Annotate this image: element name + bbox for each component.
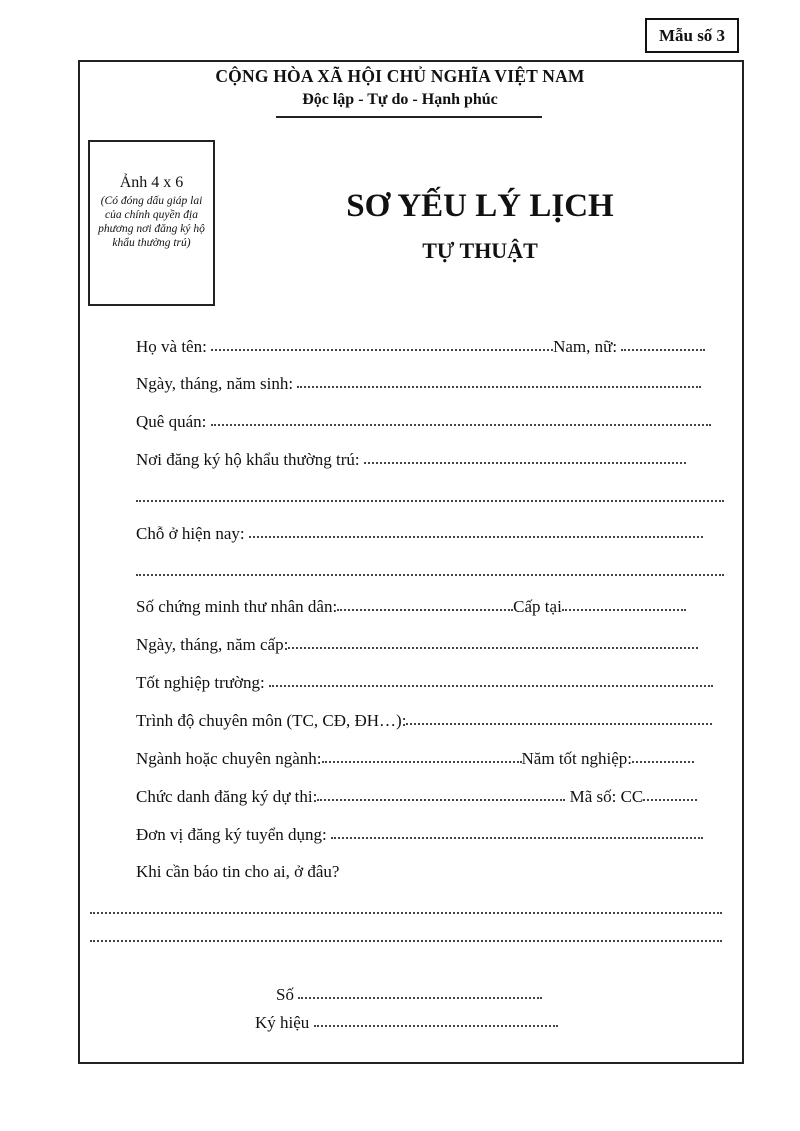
- graduated-school-input[interactable]: [269, 681, 713, 687]
- national-motto: Độc lập - Tự do - Hạnh phúc: [302, 91, 498, 108]
- hometown-label: Quê quán:: [136, 412, 207, 431]
- emergency-contact-label: Khi cần báo tin cho ai, ở đâu?: [136, 862, 340, 881]
- gender-label: Nam, nữ:: [553, 337, 618, 356]
- current-address-label: Chỗ ở hiện nay:: [136, 524, 245, 543]
- exam-position-input[interactable]: [317, 795, 565, 801]
- document-subtitle: TỰ THUẬT: [422, 238, 538, 263]
- position-code-input[interactable]: [643, 795, 697, 801]
- motto-underline: [276, 116, 542, 118]
- major-row: [136, 749, 694, 769]
- current-address-row: [136, 524, 703, 544]
- national-title: CỘNG HÒA XÃ HỘI CHỦ NGHĨA VIỆT NAM: [215, 66, 585, 86]
- emergency-contact-line1: [90, 900, 722, 920]
- major-input[interactable]: [322, 757, 522, 763]
- qualification-input[interactable]: [406, 719, 712, 725]
- recruiting-unit-label: Đơn vị đăng ký tuyển dụng:: [136, 825, 327, 844]
- current-address-input-line2[interactable]: [136, 570, 724, 576]
- graduated-school-label: Tốt nghiệp trường:: [136, 673, 265, 692]
- exam-position-row: [136, 787, 697, 807]
- graduation-year-input[interactable]: [632, 757, 694, 763]
- emergency-contact-input-line1[interactable]: [90, 908, 722, 914]
- position-code-label: Mã số: CC: [569, 787, 644, 806]
- issue-date-row: [136, 635, 698, 655]
- issue-date-label: Ngày, tháng, năm cấp:: [136, 635, 289, 654]
- gender-input[interactable]: [621, 345, 705, 351]
- symbol-row: [255, 1013, 558, 1033]
- full-name-input[interactable]: [211, 345, 553, 351]
- symbol-label: Ký hiệu: [255, 1013, 310, 1032]
- id-number-label: Số chứng minh thư nhân dân:: [136, 597, 338, 616]
- full-name-label: Họ và tên:: [136, 337, 207, 356]
- photo-size-label: Ảnh 4 x 6: [119, 174, 184, 191]
- permanent-residence-input-line2[interactable]: [136, 496, 724, 502]
- qualification-row: [136, 711, 712, 731]
- issue-date-input[interactable]: [288, 643, 698, 649]
- symbol-input[interactable]: [314, 1021, 558, 1027]
- permanent-residence-label: Nơi đăng ký hộ khẩu thường trú:: [136, 450, 360, 469]
- permanent-residence-row: [136, 450, 686, 470]
- document-title: SƠ YẾU LÝ LỊCH: [346, 188, 614, 224]
- photo-stamp-note: (Có đóng dấu giáp lai của chính quyền địa phương nơi đăng ký hộ khẩu thường trú): [98, 195, 205, 249]
- emergency-contact-row: [136, 862, 339, 882]
- graduated-school-row: [136, 673, 713, 693]
- hometown-input[interactable]: [211, 420, 711, 426]
- full-name-row: [136, 337, 705, 357]
- hometown-row: [136, 412, 711, 432]
- id-number-row: [136, 597, 686, 617]
- form-code-badge: [645, 18, 739, 53]
- dob-input[interactable]: [297, 382, 701, 388]
- number-input[interactable]: [298, 993, 542, 999]
- major-label: Ngành hoặc chuyên ngành:: [136, 749, 322, 768]
- dob-row: [136, 374, 701, 394]
- photo-placeholder: [88, 140, 215, 306]
- issued-at-input[interactable]: [562, 605, 686, 611]
- recruiting-unit-input[interactable]: [331, 833, 703, 839]
- current-address-continuation: [136, 562, 724, 582]
- exam-position-label: Chức danh đăng ký dự thi:: [136, 787, 318, 806]
- permanent-residence-continuation: [136, 488, 724, 508]
- current-address-input[interactable]: [249, 532, 703, 538]
- recruiting-unit-row: [136, 825, 703, 845]
- dob-label: Ngày, tháng, năm sinh:: [136, 374, 294, 393]
- number-label: Số: [276, 985, 294, 1004]
- issued-at-label: Cấp tại: [513, 597, 562, 616]
- emergency-contact-input-line2[interactable]: [90, 936, 722, 942]
- emergency-contact-line2: [90, 928, 722, 948]
- graduation-year-label: Năm tốt nghiệp:: [521, 749, 633, 768]
- form-code-text: Mẫu số 3: [658, 25, 726, 45]
- permanent-residence-input[interactable]: [364, 458, 686, 464]
- number-row: [276, 985, 542, 1005]
- id-number-input[interactable]: [337, 605, 513, 611]
- qualification-label: Trình độ chuyên môn (TC, CĐ, ĐH…):: [136, 711, 407, 730]
